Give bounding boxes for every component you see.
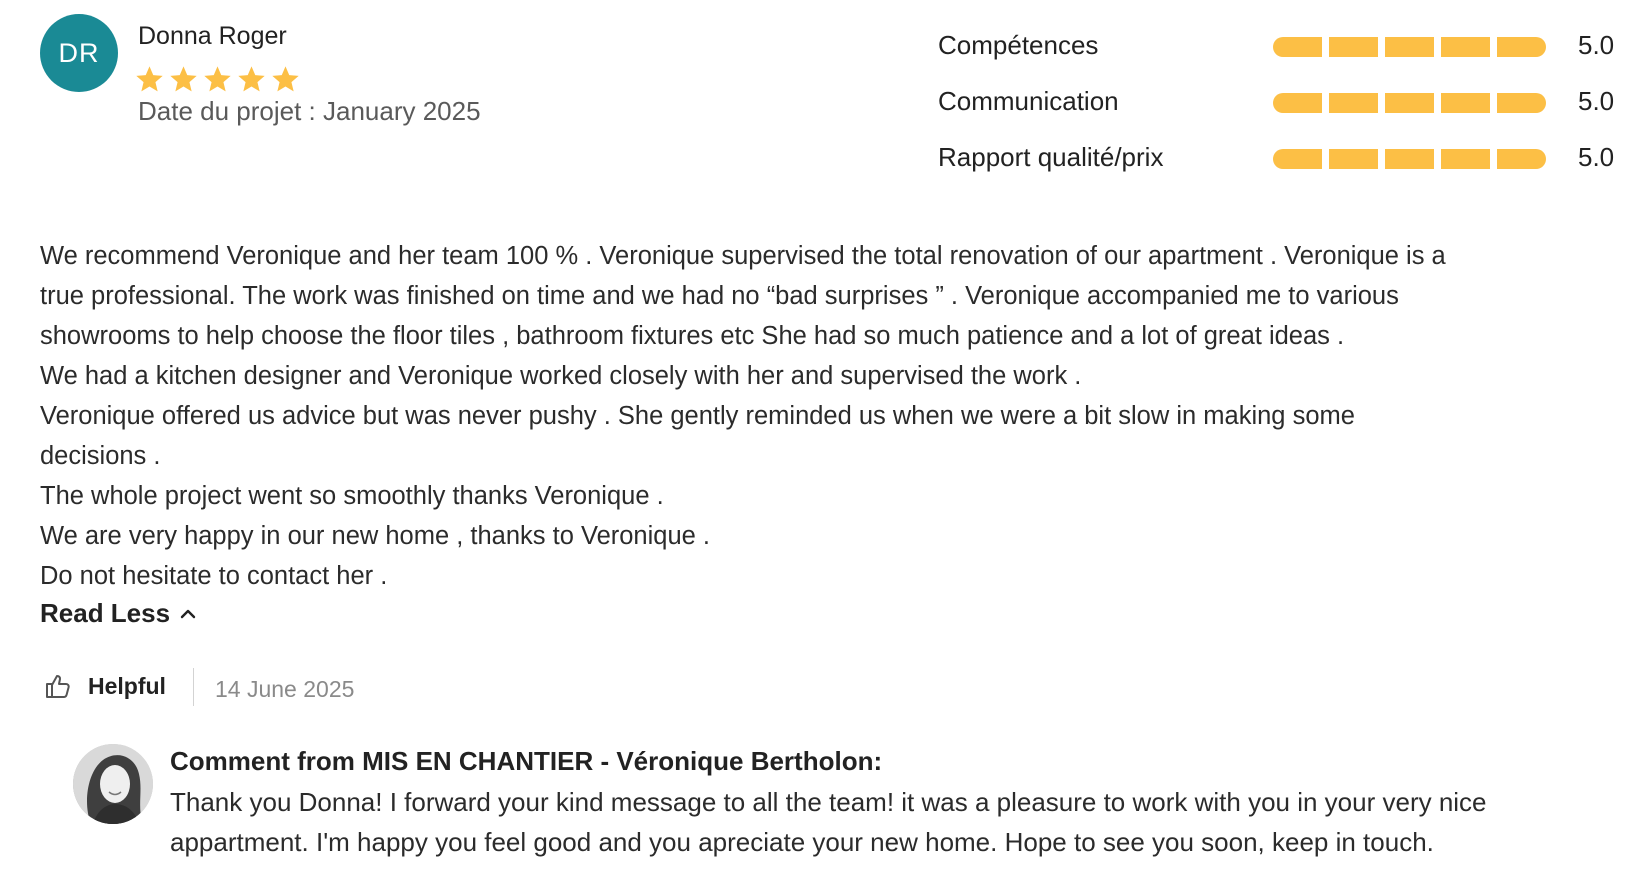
avatar-initials: DR (58, 37, 100, 68)
project-date: Date du projet : January 2025 (138, 96, 481, 126)
read-less-label: Read Less (40, 598, 171, 628)
rating-bar-segment (1273, 37, 1322, 57)
star-icon (168, 64, 199, 95)
reply-text-line: Thank you Donna! I forward your kind message to all the team! it was a pleasure to work with you in your very nice (170, 787, 1487, 817)
rating-bar-segment (1329, 37, 1378, 57)
rating-value: 5.0 (1578, 86, 1615, 116)
owner-portrait-image (73, 744, 153, 824)
rating-label: Compétences (938, 30, 1099, 60)
reviewer-name: Donna Roger (138, 22, 287, 50)
rating-bar-segment (1329, 149, 1378, 169)
review-text-line: Do not hesitate to contact her . (40, 562, 388, 590)
chevron-up-icon (178, 604, 198, 624)
rating-bar-segment (1273, 93, 1322, 113)
rating-value: 5.0 (1578, 30, 1615, 60)
helpful-label: Helpful (88, 672, 166, 699)
rating-bar (1273, 37, 1546, 57)
rating-bar-segment (1497, 149, 1546, 169)
rating-bar-segment (1441, 149, 1490, 169)
reply-heading: Comment from MIS EN CHANTIER - Véronique Bertholon: (170, 746, 883, 776)
rating-bar-segment (1385, 93, 1434, 113)
review-text-line: We recommend Veronique and her team 100 % . Veronique supervised the total renovation of our apartment . Veronique is a (40, 242, 1446, 270)
rating-bar-segment (1441, 37, 1490, 57)
rating-row (938, 140, 1618, 196)
reviewer-avatar (40, 14, 118, 92)
reply-text (170, 782, 1620, 862)
rating-bar (1273, 149, 1546, 169)
star-icon (270, 64, 301, 95)
helpful-button[interactable] (44, 672, 166, 700)
rating-bar-segment (1385, 149, 1434, 169)
review-text-line: We are very happy in our new home , thanks to Veronique . (40, 522, 710, 550)
review-text-line: We had a kitchen designer and Veronique worked closely with her and supervised the work . (40, 362, 1082, 390)
rating-bar-segment (1441, 93, 1490, 113)
rating-bar (1273, 93, 1546, 113)
review-text-line: The whole project went so smoothly thanks Veronique . (40, 482, 664, 510)
rating-bar-segment (1497, 93, 1546, 113)
review-text-line: showrooms to help choose the floor tiles , bathroom fixtures etc She had so much patience and a lot of great ideas . (40, 322, 1345, 350)
rating-breakdown (938, 28, 1618, 196)
star-icon (134, 64, 165, 95)
reply-text-line: appartment. I'm happy you feel good and you apreciate your new home. Hope to see you soon, keep in touch. (170, 827, 1434, 857)
star-rating (134, 64, 301, 95)
rating-label: Communication (938, 86, 1119, 116)
rating-bar-segment (1385, 37, 1434, 57)
rating-bar-segment (1273, 149, 1322, 169)
rating-row (938, 28, 1618, 84)
read-less-button[interactable] (40, 598, 198, 629)
divider (193, 668, 194, 706)
thumbs-up-icon (44, 672, 72, 700)
rating-value: 5.0 (1578, 142, 1615, 172)
rating-bar-segment (1497, 37, 1546, 57)
owner-avatar-photo (73, 744, 153, 824)
review-text-line: Veronique offered us advice but was never pushy . She gently reminded us when we were a bit slow in making some (40, 402, 1355, 430)
review-text-line: true professional. The work was finished on time and we had no “bad surprises ” . Veronique accompanied me to various (40, 282, 1399, 310)
review-date: 14 June 2025 (215, 676, 355, 702)
review-text-line: decisions . (40, 442, 161, 470)
rating-bar-segment (1329, 93, 1378, 113)
rating-row (938, 84, 1618, 140)
review-text (40, 236, 1620, 596)
star-icon (202, 64, 233, 95)
star-icon (236, 64, 267, 95)
rating-label: Rapport qualité/prix (938, 142, 1164, 172)
